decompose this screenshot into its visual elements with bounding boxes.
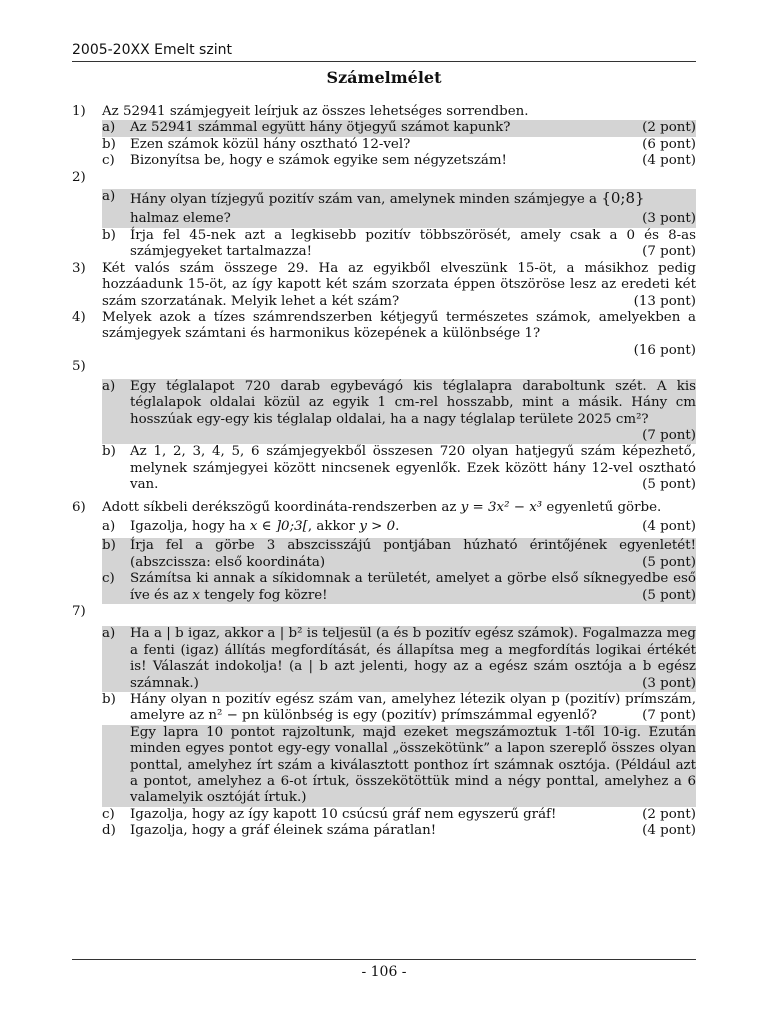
part-text: Bizonyítsa be, hogy e számok egyike sem négyzetszám! (130, 153, 507, 169)
page (72, 0, 696, 1024)
part-label: b) (102, 136, 116, 152)
problem-4 (72, 310, 696, 359)
page-number: - 106 - (361, 964, 407, 980)
part-text: Hány olyan tízjegyű pozitív szám van, amelynek minden számjegye a (130, 192, 598, 208)
part-label: a) (102, 518, 116, 534)
part-label: b) (102, 444, 116, 460)
curve-formula: y = 3x² − x³ (460, 499, 543, 515)
points: (5 pont) (642, 554, 696, 570)
part-label: c) (102, 571, 115, 587)
points: (13 pont) (633, 293, 696, 309)
part-text: Számítsa ki annak a síkidomnak a területét, amelyet a görbe első síknegyedbe eső íve és az (130, 571, 696, 603)
points: (3 pont) (642, 675, 696, 691)
part-text: Ha a | b igaz, akkor a | b² is teljesül (a és b pozitív egész számok). Fogalmazza meg a fenti (igaz) állítás megfordítását, és állapítsa meg a megfordítás logikai értékét is! Válaszát indokolja! (a | b azt jelenti, hogy az a egész szám osztója a b egész számnak.) (130, 626, 696, 691)
problem-list (72, 104, 696, 840)
part-label: c) (102, 806, 115, 822)
part-text: Egy téglalapot 720 darab egybevágó kis téglalapra daraboltunk szét. A kis téglalapok oldalai közül az egyik 1 cm-rel hosszabb, mint a másik. Hány cm hosszúak egy-egy kis téglalap oldalai, ha a nagy téglalap területe 2025 cm²? (130, 378, 696, 427)
points: (6 pont) (642, 136, 696, 152)
part-label: b) (102, 692, 116, 707)
problem-3 (72, 261, 696, 310)
problem-text: Az 52941 számjegyeit leírjuk az összes lehetséges sorrendben. (102, 104, 529, 119)
part-text-end: . (395, 518, 400, 534)
problem-5 (72, 359, 696, 375)
part-label: a) (102, 378, 116, 394)
problem-7-intro (102, 725, 696, 807)
problem-1a (102, 120, 696, 136)
part-text: Igazolja, hogy a gráf éleinek száma páratlan! (130, 823, 437, 839)
part-text: Az 1, 2, 3, 4, 5, 6 számjegyekből összesen 720 olyan hatjegyű szám képezhető, melynek számjegyei között nincsenek egyenlők. Ezek között hány 12-vel osztható van. (130, 444, 696, 493)
problem-1c (102, 153, 696, 169)
problem-text-cont: egyenletű görbe. (546, 499, 662, 515)
inequality-formula: y > 0 (359, 518, 396, 534)
problem-text: Melyek azok a tízes számrendszerben kétjegyű természetes számok, amelyekben a számjegyek számtani és harmonikus közepének a különbsége 1? (102, 310, 696, 342)
problem-2 (72, 170, 696, 186)
part-label: c) (102, 153, 115, 169)
points: (4 pont) (642, 153, 696, 169)
header-rule (72, 61, 696, 62)
problem-7 (72, 604, 696, 620)
part-text: Igazolja, hogy az így kapott 10 csúcsú gráf nem egyszerű gráf! (130, 806, 557, 822)
problem-number: 1) (72, 104, 86, 119)
problem-7a (102, 626, 696, 692)
points: (4 pont) (642, 823, 696, 839)
problem-1 (72, 104, 696, 120)
points: (3 pont) (642, 211, 696, 227)
axis-var: x (192, 587, 200, 603)
points: (16 pont) (633, 342, 696, 358)
running-header: 2005-20XX Emelt szint (72, 42, 232, 58)
part-text: Ezen számok közül hány osztható 12-vel? (130, 136, 411, 152)
problem-7d (102, 823, 696, 839)
page-title: Számelmélet (326, 68, 442, 87)
part-text: Hány olyan n pozitív egész szám van, amelyhez létezik olyan p (pozitív) prímszám, amelyre az n² − pn különbség is egy (pozitív) prímszámmal egyenlő? (130, 692, 696, 724)
problem-5a (102, 379, 696, 445)
part-text-cont: tengely fog közre! (204, 587, 328, 603)
footer-rule (72, 959, 696, 960)
points: (7 pont) (642, 244, 696, 260)
points: (2 pont) (642, 806, 696, 822)
problem-6a (102, 519, 696, 535)
part-label: d) (102, 823, 116, 839)
points: (5 pont) (642, 587, 696, 603)
interval-formula: x ∈ ]0;3[ (249, 518, 308, 534)
points: (7 pont) (642, 708, 696, 724)
problem-text: Adott síkbeli derékszögű koordináta-rendszerben az (102, 499, 457, 515)
problem-6c (102, 571, 696, 604)
points: (4 pont) (642, 518, 696, 534)
problem-number: 2) (72, 169, 86, 185)
points: (2 pont) (642, 120, 696, 136)
problem-2b (102, 228, 696, 261)
problem-6 (72, 500, 696, 516)
problem-1b (102, 137, 696, 153)
problem-6b (102, 538, 696, 571)
part-text-cont: , akkor (307, 518, 356, 534)
part-text: Írja fel 45-nek azt a legkisebb pozitív többszörösét, amely csak a 0 és 8-as számjegyeket tartalmazza! (130, 228, 696, 260)
graph-intro-text: Egy lapra 10 pontot rajzoltunk, majd ezeket megszámoztuk 1-től 10-ig. Ezután minden egyes pontot egy-egy vonallal „összekötünk” a lapon szereplő összes olyan ponttal, amelyhez írt szám a kiválasztott ponthoz írt számnak osztója. (Például azt a pontot, amelyhez a 6-ot írtuk, összekötöttük mind a négy ponttal, amelyhez a 6 valamelyik osztóját írtuk.) (130, 724, 696, 806)
part-label: b) (102, 538, 116, 554)
problem-text: Két valós szám összege 29. Ha az egyikből elveszünk 15-öt, a másikhoz pedig hozzáadunk 15-öt, az így kapott két szám szorzata éppen ötszöröse lesz az eredeti két szám szorzatának. Melyik lehet a két szám? (102, 260, 696, 309)
problem-number: 7) (72, 603, 86, 619)
part-label: a) (102, 120, 116, 136)
part-text: Írja fel a görbe 3 abszcisszájú pontjában húzható érintőjének egyenletét! (abszcissza: első koordináta) (130, 538, 696, 570)
problem-number: 3) (72, 260, 86, 276)
problem-number: 6) (72, 499, 86, 515)
points: (5 pont) (642, 477, 696, 493)
problem-7b (102, 692, 696, 725)
problem-7c (102, 807, 696, 823)
part-label: a) (102, 189, 116, 205)
part-label: a) (102, 626, 116, 642)
set-formula: {0;8} (601, 189, 645, 208)
part-text: Igazolja, hogy ha (130, 518, 246, 534)
problem-number: 4) (72, 310, 86, 326)
problem-5b (102, 444, 696, 493)
problem-number: 5) (72, 359, 86, 375)
problem-2a (102, 189, 696, 228)
part-text-cont: halmaz eleme? (130, 211, 231, 227)
part-label: b) (102, 228, 116, 244)
part-text: Az 52941 számmal együtt hány ötjegyű számot kapunk? (130, 120, 511, 136)
points: (7 pont) (642, 427, 696, 443)
